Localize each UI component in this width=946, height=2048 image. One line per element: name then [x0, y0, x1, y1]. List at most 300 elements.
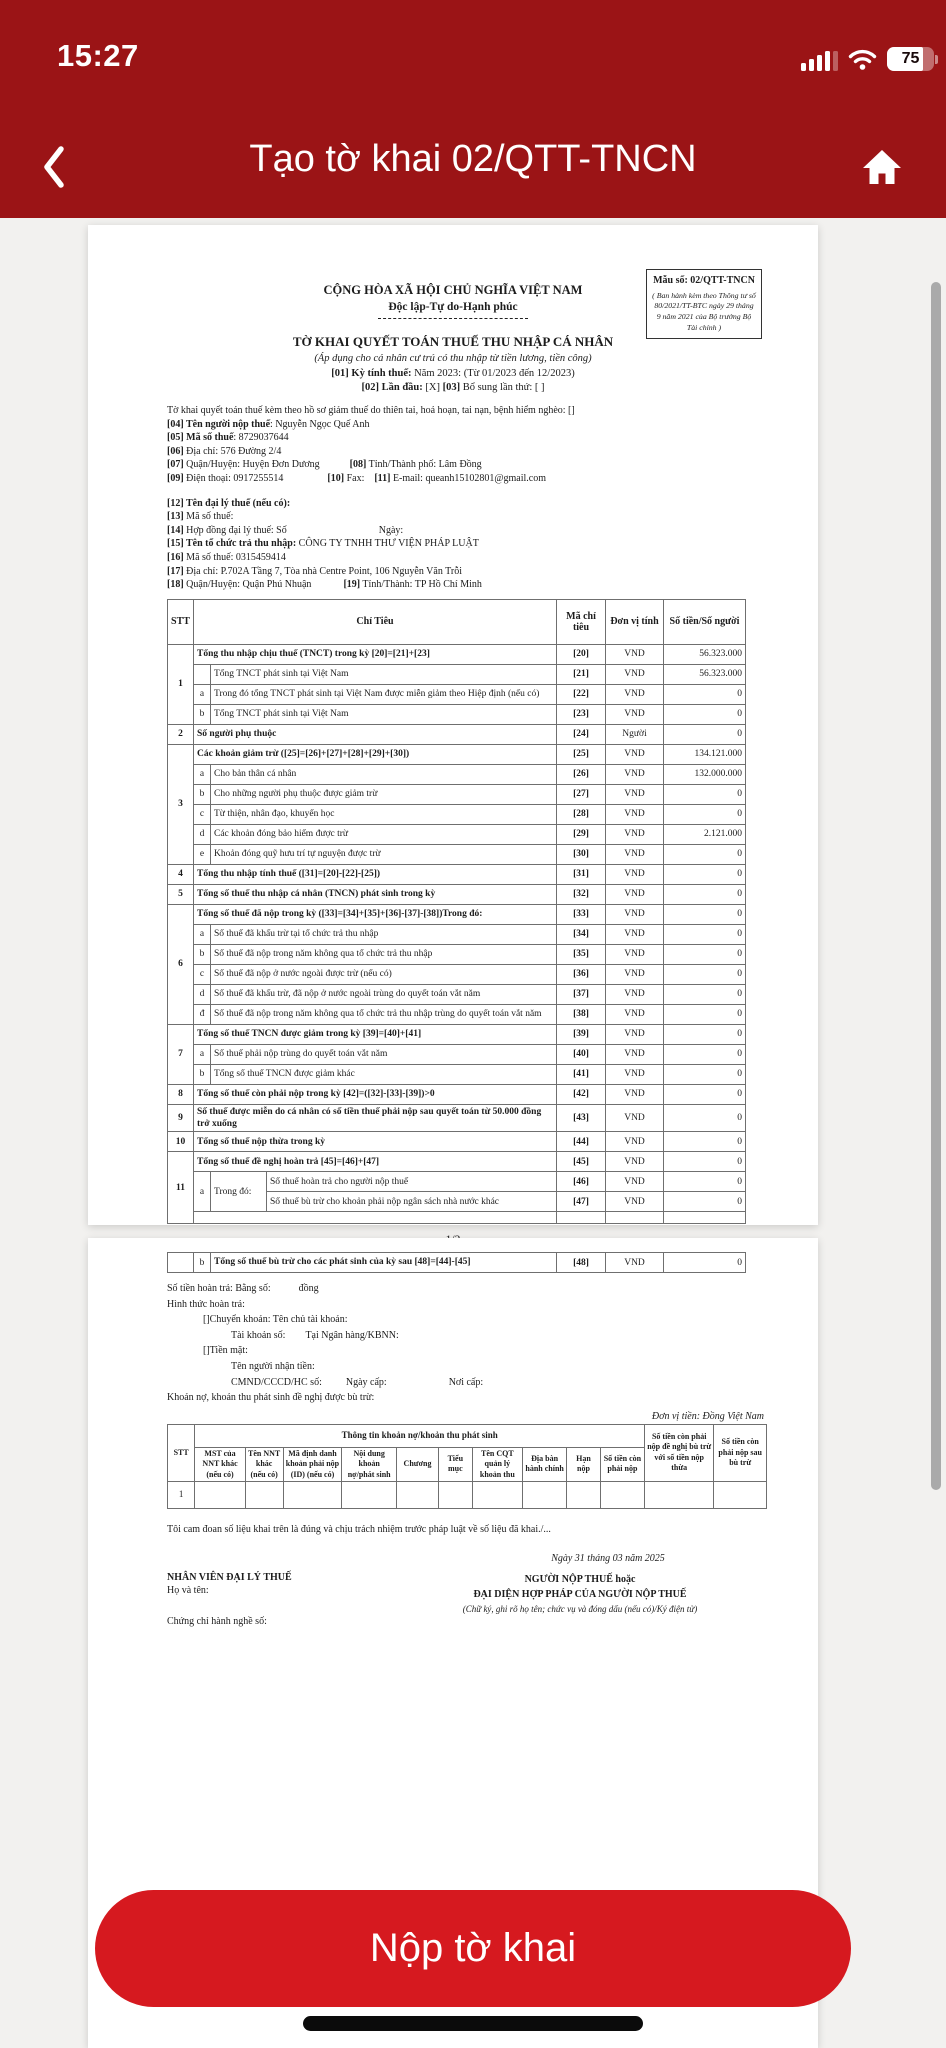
text-segment: [07]	[167, 459, 184, 471]
column-header: Đơn vị tính	[606, 599, 664, 644]
tax-summary-table-continued	[167, 1252, 746, 1273]
cell: a	[194, 1172, 211, 1212]
cell: 0	[664, 844, 746, 864]
text-segment: [16]	[167, 551, 184, 563]
tax-summary-table	[167, 599, 746, 1225]
text-line	[88, 382, 818, 393]
table-row	[168, 864, 746, 884]
agent-name-line: Họ và tên:	[167, 1584, 209, 1596]
text-segment: Tên người nhận tiền:	[231, 1360, 315, 1372]
cell: [34]	[557, 924, 606, 944]
cell	[194, 664, 211, 684]
table-row	[168, 704, 746, 724]
cell	[168, 1253, 194, 1273]
form-page-1	[88, 225, 818, 1225]
table-row	[168, 904, 746, 924]
cell: 1	[168, 644, 194, 724]
table-row	[168, 1132, 746, 1152]
cell: Người	[606, 724, 664, 744]
cell: 0	[664, 964, 746, 984]
cell: 2.121.000	[664, 824, 746, 844]
cell: VND	[606, 944, 664, 964]
table-row	[168, 784, 746, 804]
table-row	[168, 684, 746, 704]
taxpayer-signature-block	[402, 1572, 758, 1627]
cell: 0	[664, 1064, 746, 1084]
cell: 10	[168, 1132, 194, 1152]
cell: Số người phụ thuộc	[194, 724, 557, 744]
cell: [45]	[557, 1152, 606, 1172]
cell: 1	[168, 1481, 195, 1508]
text-segment: []Tiền mặt:	[203, 1345, 248, 1357]
table-row	[168, 1172, 746, 1192]
submit-label: Nộp tờ khai	[369, 1926, 577, 1970]
table-row	[168, 884, 746, 904]
cell: [38]	[557, 1004, 606, 1024]
cell: Trong đó tổng TNCT phát sinh tại Việt Nam được miễn giảm theo Hiệp định (nếu có)	[211, 684, 557, 704]
cell: [26]	[557, 764, 606, 784]
cell: 0	[664, 1024, 746, 1044]
text-segment: Mã số thuế:	[183, 511, 234, 523]
text-segment: [02] Lần đầu:	[361, 382, 423, 393]
cell: VND	[606, 924, 664, 944]
text-segment: Địa chỉ: P.702A Tầng 7, Tòa nhà Centre Point, 106 Nguyễn Văn Trỗi	[183, 565, 462, 577]
text-segment: Hình thức hoàn trả:	[167, 1298, 245, 1310]
home-button[interactable]	[860, 146, 904, 191]
text-segment: CÔNG TY TNHH THƯ VIỆN PHÁP LUẬT	[296, 538, 479, 550]
cell: [20]	[557, 644, 606, 664]
tax-period-lines	[88, 368, 818, 393]
cell: Tổng TNCT phát sinh tại Việt Nam	[211, 664, 557, 684]
form-number-box	[646, 269, 762, 339]
national-motto: Độc lập-Tự do-Hạnh phúc	[388, 301, 518, 313]
cell: [43]	[557, 1104, 606, 1132]
text-line	[167, 537, 745, 551]
cell: VND	[606, 784, 664, 804]
cell: [37]	[557, 984, 606, 1004]
cell: 0	[664, 1044, 746, 1064]
text-segment: [13]	[167, 511, 184, 523]
cell: [24]	[557, 724, 606, 744]
column-header: Hạn nộp	[567, 1447, 601, 1481]
text-line	[167, 1297, 745, 1313]
cell: 0	[664, 1152, 746, 1172]
cell: Tổng thu nhập chịu thuế (TNCT) trong kỳ [20]=[21]+[23]	[194, 644, 557, 664]
column-header: Nội dung khoản nợ/phát sinh	[342, 1447, 397, 1481]
cell: Số thuế đã khấu trừ, đã nộp ở nước ngoài trùng do quyết toán vắt năm	[211, 984, 557, 1004]
table-row	[168, 804, 746, 824]
text-line	[231, 1359, 745, 1375]
signature-block	[167, 1572, 758, 1627]
cell: 7	[168, 1024, 194, 1084]
cell: [23]	[557, 704, 606, 724]
table-row	[168, 1064, 746, 1084]
signature-note: (Chữ ký, ghi rõ họ tên; chức vụ và đóng dấu (nếu có)/Ký điện tử)	[462, 1603, 698, 1614]
cell: 2	[168, 724, 194, 744]
signature-date: Ngày 31 tháng 03 năm 2025	[551, 1552, 665, 1564]
cell: VND	[606, 1152, 664, 1172]
agent-signature-block	[167, 1572, 402, 1627]
cell: [25]	[557, 744, 606, 764]
taxpayer-title-2: ĐẠI DIỆN HỢP PHÁP CỦA NGƯỜI NỘP THUẾ	[473, 1588, 687, 1600]
table-row	[168, 1152, 746, 1172]
table-row	[168, 744, 746, 764]
taxpayer-title-1: NGƯỜI NỘP THUẾ hoặc	[524, 1573, 636, 1585]
cell	[195, 1481, 245, 1508]
cell	[283, 1481, 342, 1508]
battery-percent: 75	[901, 50, 920, 67]
cell: 0	[664, 1253, 746, 1273]
cell: 11	[168, 1152, 194, 1224]
text-segment: [09]	[167, 472, 184, 484]
table-row	[168, 764, 746, 784]
text-segment: : 8729037644	[233, 432, 289, 444]
text-line	[231, 1375, 745, 1391]
cell: a	[194, 1044, 211, 1064]
cell	[606, 1212, 664, 1224]
text-segment: [10]	[327, 472, 345, 484]
cell: Tổng số thuế TNCN được giảm trong kỳ [39]=[40]+[41]	[194, 1024, 557, 1044]
cell: 3	[168, 744, 194, 864]
cell: 56.323.000	[664, 644, 746, 664]
home-indicator[interactable]	[303, 2016, 643, 2031]
cell: 0	[664, 1192, 746, 1212]
text-segment: : Nguyễn Ngọc Quế Anh	[270, 418, 370, 430]
cell: VND	[606, 704, 664, 724]
cell: VND	[606, 964, 664, 984]
text-segment: Bổ sung lần thứ: [ ]	[460, 382, 545, 393]
battery-icon	[887, 47, 934, 71]
table-row	[168, 1481, 767, 1508]
column-header: STT	[168, 1424, 195, 1481]
cell: [33]	[557, 904, 606, 924]
form-number-note: ( Ban hành kèm theo Thông tư số 80/2021/TT-BTC ngày 29 tháng 9 năm 2021 của Bộ trưởng Bộ Tài chính )	[652, 290, 756, 333]
cell: 0	[664, 904, 746, 924]
column-header: Mã định danh khoản phải nộp (ID) (nếu có)	[283, 1447, 342, 1481]
column-header: Số tiền còn phải nộp sau bù trừ	[714, 1424, 767, 1481]
cell: Tổng số thuế nộp thừa trong kỳ	[194, 1132, 557, 1152]
cell: e	[194, 844, 211, 864]
header-row	[168, 1424, 767, 1447]
text-segment: Tài khoản số:	[231, 1329, 286, 1341]
cell: Số thuế đã nộp trong năm không qua tổ chức trả thu nhập	[211, 944, 557, 964]
cell: [35]	[557, 944, 606, 964]
cell: VND	[606, 1024, 664, 1044]
cell: [46]	[557, 1172, 606, 1192]
table-row	[168, 844, 746, 864]
table-row	[168, 824, 746, 844]
cell: Tổng thu nhập tính thuế ([31]=[20]-[22]-[25])	[194, 864, 557, 884]
cell: [22]	[557, 684, 606, 704]
cell: [44]	[557, 1132, 606, 1152]
cell: 0	[664, 864, 746, 884]
form-header	[88, 225, 818, 393]
cell: c	[194, 964, 211, 984]
text-line	[167, 524, 745, 538]
cell: [39]	[557, 1024, 606, 1044]
refund-info	[167, 1281, 745, 1406]
table-row	[168, 1084, 746, 1104]
cell: [42]	[557, 1084, 606, 1104]
cell: Trong đó:	[211, 1172, 267, 1212]
text-segment: Quận/Huyện: Quận Phú Nhuận	[183, 579, 312, 591]
table-row	[168, 984, 746, 1004]
cell: 0	[664, 784, 746, 804]
text-segment: E-mail: queanh15102801@gmail.com	[390, 472, 547, 484]
cell	[194, 1212, 557, 1224]
cell: Cho những người phụ thuộc được giảm trừ	[211, 784, 557, 804]
cell: b	[194, 704, 211, 724]
cell: VND	[606, 1104, 664, 1132]
text-segment: []Chuyển khoản: Tên chủ tài khoản:	[203, 1314, 348, 1326]
text-line	[167, 431, 745, 445]
text-segment: Năm 2023: (Từ 01/2023 đến 12/2023)	[411, 368, 575, 379]
text-line	[167, 472, 745, 486]
text-segment: Hợp đồng đại lý thuế: Số	[183, 524, 287, 536]
taxpayer-info	[167, 404, 745, 592]
currency-note: Đơn vị tiền: Đồng Việt Nam	[651, 1410, 764, 1422]
cell: 0	[664, 1104, 746, 1132]
cell: Tổng số thuế thu nhập cá nhân (TNCN) phát sinh trong kỳ	[194, 884, 557, 904]
text-segment: Tỉnh/Thành phố: Lâm Đồng	[366, 459, 482, 471]
cell: đ	[194, 1004, 211, 1024]
cell: 0	[664, 984, 746, 1004]
app-header	[0, 0, 946, 218]
cell: b	[194, 1064, 211, 1084]
text-line	[203, 1312, 745, 1328]
cell: VND	[606, 804, 664, 824]
text-line	[167, 510, 745, 524]
home-icon	[860, 146, 904, 188]
cell	[439, 1481, 473, 1508]
column-header: Số tiền còn phải nộp đề nghị bù trừ với số tiền nộp thừa	[645, 1424, 714, 1481]
form-subtitle: (Áp dụng cho cá nhân cư trú có thu nhập từ tiền lương, tiền công)	[314, 353, 592, 364]
cell: Khoản đóng quỹ hưu trí tự nguyện được trừ	[211, 844, 557, 864]
cell	[472, 1481, 522, 1508]
cell: VND	[606, 1172, 664, 1192]
cell: 0	[664, 724, 746, 744]
cell: Tổng số thuế đã nộp trong kỳ ([33]=[34]+[35]+[36]-[37]-[38])Trong đó:	[194, 904, 557, 924]
column-header: Chỉ Tiêu	[194, 599, 557, 644]
cell: VND	[606, 1064, 664, 1084]
text-segment: CMND/CCCD/HC số:	[231, 1376, 322, 1388]
cell: a	[194, 924, 211, 944]
cell	[567, 1481, 601, 1508]
cell: VND	[606, 684, 664, 704]
cell: 6	[168, 904, 194, 1024]
table-row	[168, 1212, 746, 1224]
text-line	[167, 404, 745, 418]
cell: 4	[168, 864, 194, 884]
cell: [21]	[557, 664, 606, 684]
cell: [36]	[557, 964, 606, 984]
text-line	[167, 1390, 745, 1406]
text-line	[203, 1343, 745, 1359]
back-button[interactable]	[40, 144, 70, 193]
cell: Cho bản thân cá nhân	[211, 764, 557, 784]
cell: VND	[606, 844, 664, 864]
commitment-statement: Tôi cam đoan số liệu khai trên là đúng và chịu trách nhiệm trước pháp luật về số liệu đã khai./...	[167, 1523, 551, 1535]
cell: b	[194, 1253, 211, 1273]
column-header: Số tiền còn phải nộp	[600, 1447, 644, 1481]
text-segment: đồng	[298, 1283, 319, 1294]
text-segment: Tại Ngân hàng/KBNN:	[305, 1329, 399, 1341]
cell: Từ thiện, nhân đạo, khuyến học	[211, 804, 557, 824]
cell: b	[194, 784, 211, 804]
cell: 0	[664, 1084, 746, 1104]
agent-cert-line: Chứng chỉ hành nghề số:	[167, 1615, 267, 1627]
cell: 0	[664, 704, 746, 724]
cell	[600, 1481, 644, 1508]
cell: Tổng số thuế bù trừ cho các phát sinh của kỳ sau [48]=[44]-[45]	[211, 1253, 557, 1273]
text-line	[167, 551, 745, 565]
text-segment: [18]	[167, 579, 184, 591]
column-header: Mã chỉ tiêu	[557, 599, 606, 644]
scrollbar-thumb[interactable]	[931, 282, 941, 1490]
text-segment: [15] Tên tổ chức trả thu nhập:	[167, 538, 297, 550]
cell: Số thuế hoàn trả cho người nộp thuế	[267, 1172, 557, 1192]
cell: [27]	[557, 784, 606, 804]
text-segment: Ngày cấp:	[345, 1376, 387, 1388]
cell	[342, 1481, 397, 1508]
cell: Số thuế đã nộp ở nước ngoài được trừ (nếu có)	[211, 964, 557, 984]
column-header: Thông tin khoản nợ/khoản thu phát sinh	[195, 1424, 645, 1447]
cell: Tổng TNCT phát sinh tại Việt Nam	[211, 704, 557, 724]
text-segment: [X]	[422, 382, 443, 393]
cell	[245, 1481, 283, 1508]
cell: [29]	[557, 824, 606, 844]
cell: 0	[664, 1172, 746, 1192]
text-segment: [08]	[349, 459, 367, 471]
status-icons	[801, 44, 934, 71]
text-segment: Quận/Huyện: Huyện Đơn Dương	[183, 459, 320, 471]
column-header: Tên CQT quản lý khoản thu	[472, 1447, 522, 1481]
cell: Tổng số thuế còn phải nộp trong kỳ [42]=([32]-[33]-[39])>0	[194, 1084, 557, 1104]
cell: 0	[664, 804, 746, 824]
cellular-signal-icon	[801, 49, 838, 71]
cell: 5	[168, 884, 194, 904]
cell: b	[194, 944, 211, 964]
text-line	[167, 458, 745, 472]
cell: 132.000.000	[664, 764, 746, 784]
text-segment: [14]	[167, 524, 184, 536]
column-header: Tiểu mục	[439, 1447, 473, 1481]
cell: VND	[606, 644, 664, 664]
cell	[523, 1481, 567, 1508]
column-header: Tên NNT khác (nếu có)	[245, 1447, 283, 1481]
cell: VND	[606, 744, 664, 764]
text-line	[167, 445, 745, 459]
text-segment: [03]	[442, 382, 461, 393]
text-segment: [01] Kỳ tính thuế:	[331, 368, 412, 379]
submit-button[interactable]	[95, 1890, 851, 2007]
cell: Số thuế đã khấu trừ tại tổ chức trả thu nhập	[211, 924, 557, 944]
chevron-left-icon	[40, 144, 70, 190]
cell: Các khoản đóng bảo hiểm được trừ	[211, 824, 557, 844]
cell: VND	[606, 904, 664, 924]
cell: 0	[664, 944, 746, 964]
column-header: Chương	[397, 1447, 439, 1481]
cell: 0	[664, 684, 746, 704]
cell: VND	[606, 824, 664, 844]
status-time: 15:27	[57, 38, 139, 73]
text-segment: Nơi cấp:	[448, 1376, 484, 1388]
text-segment: Tỉnh/Thành: TP Hồ Chí Minh	[360, 579, 482, 591]
text-segment: [17]	[167, 565, 184, 577]
cell: [48]	[557, 1253, 606, 1273]
form-number: Mẫu số: 02/QTT-TNCN	[653, 275, 755, 286]
table-row	[168, 964, 746, 984]
form-title: TỜ KHAI QUYẾT TOÁN THUẾ THU NHẬP CÁ NHÂN	[292, 334, 614, 349]
text-segment: Số tiền hoàn trả: Bằng số:	[167, 1283, 271, 1294]
cell: 56.323.000	[664, 664, 746, 684]
cell: 0	[664, 924, 746, 944]
cell: VND	[606, 1132, 664, 1152]
text-line	[167, 497, 745, 511]
cell: c	[194, 804, 211, 824]
cell: [30]	[557, 844, 606, 864]
text-segment: [06]	[167, 445, 184, 457]
cell: 0	[664, 884, 746, 904]
text-segment: Ngày:	[378, 524, 404, 536]
wifi-icon	[847, 48, 878, 71]
table-row	[168, 664, 746, 684]
cell: d	[194, 824, 211, 844]
text-segment: Mã số thuế: 0315459414	[183, 551, 286, 563]
cell: VND	[606, 1192, 664, 1212]
cell: Số thuế phải nộp trùng do quyết toán vắt năm	[211, 1044, 557, 1064]
text-line	[231, 1328, 745, 1344]
text-segment: Tờ khai quyết toán thuế kèm theo hồ sơ giảm thuế do thiên tai, hoả hoạn, tai nạn, bệnh hiểm nghèo: []	[167, 405, 575, 416]
column-header: STT	[168, 599, 194, 644]
cell: 0	[664, 1004, 746, 1024]
cell	[397, 1481, 439, 1508]
cell: VND	[606, 984, 664, 1004]
cell: a	[194, 684, 211, 704]
text-line	[88, 368, 818, 379]
cell	[664, 1212, 746, 1224]
cell: d	[194, 984, 211, 1004]
text-segment: Địa chỉ: 576 Đường 2/4	[183, 445, 282, 457]
cell: VND	[606, 884, 664, 904]
cell: VND	[606, 1044, 664, 1064]
text-segment: [11]	[374, 472, 391, 484]
table-row	[168, 1044, 746, 1064]
cell: VND	[606, 1084, 664, 1104]
cell	[645, 1481, 714, 1508]
cell: Số thuế bù trừ cho khoản phải nộp ngân sách nhà nước khác	[267, 1192, 557, 1212]
text-line	[167, 418, 745, 432]
cell: 134.121.000	[664, 744, 746, 764]
table-row	[168, 1253, 746, 1273]
text-segment: [19]	[343, 579, 361, 591]
text-line	[167, 1281, 745, 1297]
text-segment: [12] Tên đại lý thuế (nếu có):	[167, 497, 291, 509]
agent-title: NHÂN VIÊN ĐẠI LÝ THUẾ	[167, 1571, 292, 1583]
cell: 8	[168, 1084, 194, 1104]
cell	[557, 1212, 606, 1224]
table-row	[168, 1104, 746, 1132]
text-segment: Điện thoại: 0917255514	[183, 472, 284, 484]
header-row	[168, 599, 746, 644]
text-segment: Khoản nợ, khoản thu phát sinh đề nghị được bù trừ:	[167, 1392, 375, 1404]
text-line	[167, 565, 745, 579]
text-segment: [05] Mã số thuế	[167, 432, 234, 444]
cell: [31]	[557, 864, 606, 884]
cell: VND	[606, 1004, 664, 1024]
cell: VND	[606, 1253, 664, 1273]
cell: a	[194, 764, 211, 784]
